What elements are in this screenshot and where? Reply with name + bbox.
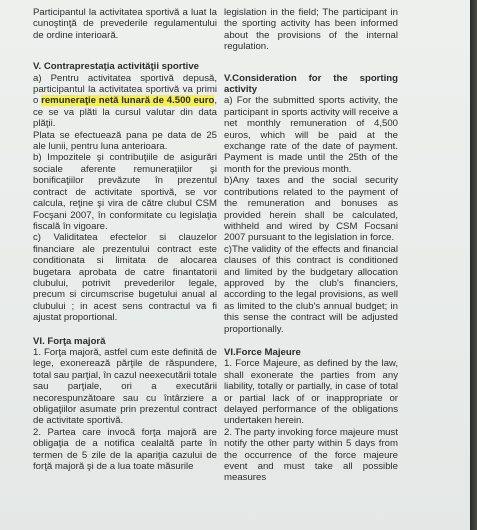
ro-section-6-title: VI. Forţa majoră <box>33 335 106 347</box>
ro-section-6-2: 2. Partea care invocă forţa majoră are obligaţia de a notifica cealaltă parte în termen de 5 zile de la apariţia cazului de forţă majoră şi de a lua toate măsurile <box>33 426 217 473</box>
en-section-6-1: 1. Force Majeure, as defined by the law, shall exonerate the parties from any liability, totally or partially, in case of total or partial lack of or inappropriate or delayed performance of the obligations undertaken herein. <box>224 358 398 427</box>
ro-section-5-title: V. Contraprestaţia activităţii sportive <box>33 61 199 73</box>
ro-5a-post: , ce se va plăti la cursul valutar din data plăţii. <box>33 95 217 130</box>
ro-intro: Participantul la activitatea sportivă a luat la cunoştinţă de prevederile regulamentului de ordine interioară. <box>33 7 217 41</box>
en-section-5-b: b)Any taxes and the social security contributions related to the payment of the remuneration and bonuses as provided herein shall be calculated, withheld and wired by CSM Focsani 2007 pursuant to the legislation in force. <box>224 175 398 244</box>
ro-5a-pre: a) Pentru activitatea sportivă depusă, participantul la activitatea sportivă va primi o <box>33 72 217 107</box>
photo-edge-strip <box>470 0 477 530</box>
en-section-5-c: c)The validity of the effects and financial clauses of this contract is conditioned and limited by the budgetary allocation approved by the club's financiers, according to the legal provisions, as well as limited to the club's annual budget; in this sense the contract will be adjusted proportionally. <box>224 243 398 335</box>
english-column <box>224 7 398 484</box>
en-section-6-title: VI.Force Majeure <box>224 346 301 358</box>
en-intro: legislation in the field; The participant in the sporting activity has been informed about the provisions of the internal regulation. <box>224 7 398 53</box>
ro-section-5-a <box>33 73 217 130</box>
ro-section-5-c: c) Validitatea efectelor si clauzelor financiare ale prezentului contract este conditionata si limitata de alocarea bugetara aprobata de catre finantatorii clubului, potrivit prevederilor legale, precum si circumscrise bugetului anual al clubului ; in acest sens contractul va fi ajustat proportional. <box>33 232 217 324</box>
ro-section-5-a-payment: Plata se efectuează pana pe data de 25 ale lunii, pentru luna anterioara. <box>33 129 217 153</box>
en-section-6-2: 2. The party invoking force majeure must notify the other party within 5 days from the occurrence of the force majeure event and must take all possible measures <box>224 426 398 484</box>
en-section-5-a: a) For the submitted sports activity, the participant in sports activity will receive a net monthly remuneration of 4,500 euros, which will be paid at the exchange rate of the date of payment. Payment is made until the 25th of the month for the previous month. <box>224 95 398 175</box>
ro-section-6-1: 1. Forţa majoră, astfel cum este definită de lege, exonerează părţile de răspundere, total sau parţial, în cazul neexecutării totale sau parţiale, ori a executării necorespunzătoare sau cu întârziere a obligaţiilor asumate prin prezentul contract de activitate sportivă. <box>33 346 217 427</box>
ro-section-5-b: b) Impozitele şi contribuţiile de asigurări sociale aferente remuneraţiilor şi bonificaţiilor prevăzute în prezentul contract de activitate sportivă, se vor calcula, reţine şi vira de către clubul CSM Focşani 2007, în conformitate cu legislaţia fiscală în vigoare. <box>33 152 217 232</box>
highlighted-remuneration: remuneraţie netă lunară de 4.500 euro <box>41 95 215 107</box>
romanian-column <box>33 7 217 472</box>
en-section-5-title: V.Consideration for the sporting activity <box>224 72 398 96</box>
